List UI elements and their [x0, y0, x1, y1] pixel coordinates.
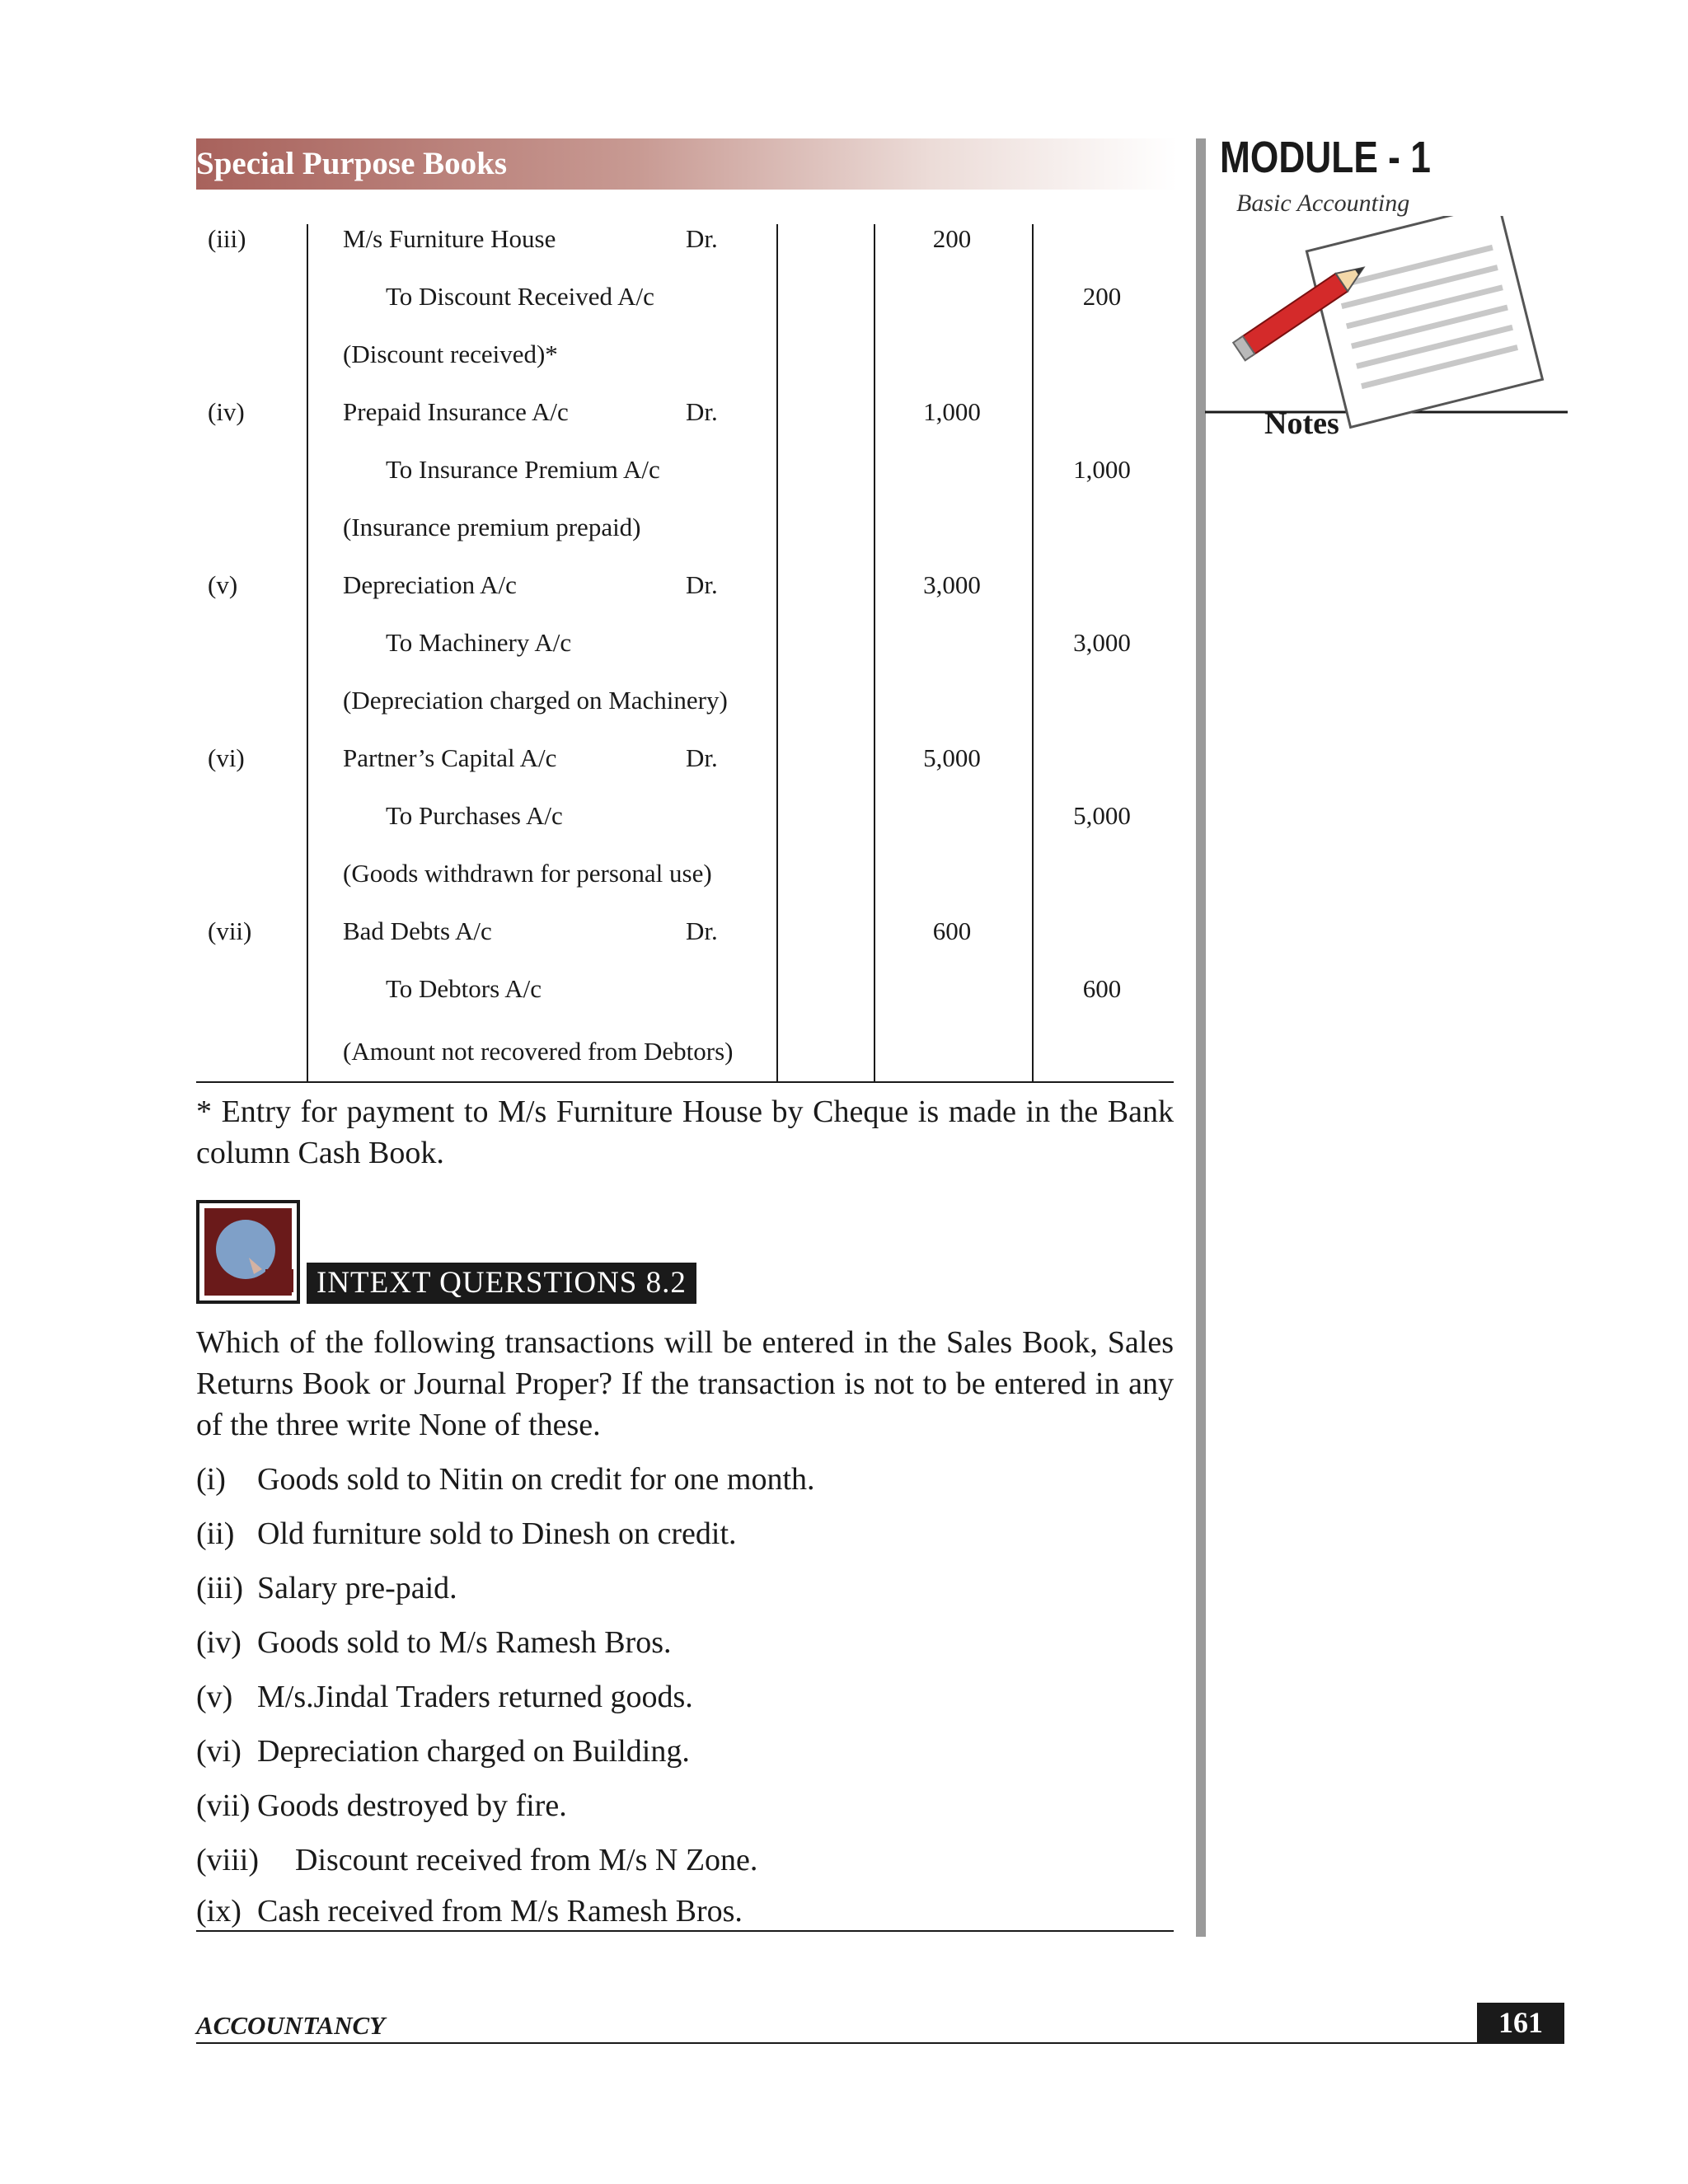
- item-text: M/s.Jindal Traders returned goods.: [257, 1680, 693, 1714]
- credit-amount: 600: [1082, 974, 1122, 1003]
- footnote: * Entry for payment to M/s Furniture House by Cheque is made in the Bank column Cash Book.: [196, 1094, 1174, 1170]
- entry-number: (vi): [208, 743, 245, 772]
- item-number: (iv): [196, 1625, 241, 1660]
- debit-account: Depreciation A/c: [343, 570, 517, 599]
- debit-account: Prepaid Insurance A/c: [343, 397, 569, 426]
- credit-account: To Purchases A/c: [386, 801, 563, 830]
- narration: (Discount received)*: [343, 340, 558, 368]
- table-column-rule: [776, 224, 778, 1081]
- module-subtitle: Basic Accounting: [1236, 190, 1410, 217]
- debit-amount: 1,000: [923, 397, 981, 426]
- list-item: [196, 1459, 815, 1500]
- credit-account: To Insurance Premium A/c: [386, 455, 660, 484]
- item-text: Goods sold to Nitin on credit for one month.: [257, 1462, 815, 1497]
- item-text: Discount received from M/s N Zone.: [295, 1843, 758, 1877]
- item-text: Old furniture sold to Dinesh on credit.: [257, 1516, 737, 1551]
- question-q-icon: [196, 1200, 300, 1304]
- credit-amount: 1,000: [1073, 455, 1131, 484]
- entry-number: (iv): [208, 397, 245, 426]
- item-number: (ii): [196, 1516, 235, 1551]
- item-number: (v): [196, 1680, 233, 1714]
- debit-amount: 200: [932, 224, 972, 253]
- narration: (Amount not recovered from Debtors): [343, 1037, 734, 1066]
- list-item: [196, 1622, 671, 1663]
- entry-number: (iii): [208, 224, 246, 253]
- item-text: Goods destroyed by fire.: [257, 1788, 567, 1823]
- dr-marker: Dr.: [686, 224, 718, 253]
- item-number: (vi): [196, 1734, 241, 1769]
- debit-account: M/s Furniture House: [343, 224, 556, 253]
- item-text: Cash received from M/s Ramesh Bros.: [257, 1894, 743, 1929]
- item-number: (vii): [196, 1788, 251, 1823]
- dr-marker: Dr.: [686, 916, 718, 945]
- list-item: [196, 1731, 690, 1772]
- list-item: [196, 1840, 757, 1881]
- dr-marker: Dr.: [686, 397, 718, 426]
- narration: (Depreciation charged on Machinery): [343, 686, 728, 715]
- entry-number: (vii): [208, 916, 252, 945]
- intext-questions-banner: INTEXT QUERSTIONS 8.2: [307, 1263, 696, 1304]
- debit-amount: 5,000: [923, 743, 981, 772]
- footer-subject-label: ACCOUNTANCY: [196, 2011, 386, 2040]
- page-number: 161: [1477, 2003, 1564, 2042]
- section-title: Special Purpose Books: [196, 146, 508, 181]
- item-text: Depreciation charged on Building.: [257, 1734, 690, 1769]
- item-text: Salary pre-paid.: [257, 1571, 457, 1605]
- credit-account: To Discount Received A/c: [386, 282, 654, 311]
- list-item: [196, 1785, 567, 1826]
- questions-bottom-rule: [196, 1930, 1174, 1932]
- list-item: [196, 1513, 737, 1554]
- narration: (Goods withdrawn for personal use): [343, 859, 712, 888]
- dr-marker: Dr.: [686, 570, 718, 599]
- item-number: (viii): [196, 1843, 259, 1877]
- item-text: Goods sold to M/s Ramesh Bros.: [257, 1625, 672, 1660]
- table-bottom-rule: [196, 1081, 1174, 1083]
- debit-account: Bad Debts A/c: [343, 916, 492, 945]
- notes-label: Notes: [1264, 406, 1339, 441]
- debit-amount: 3,000: [923, 570, 981, 599]
- credit-amount: 3,000: [1073, 628, 1131, 657]
- item-number: (ix): [196, 1894, 241, 1929]
- list-item: [196, 1568, 457, 1609]
- credit-account: To Machinery A/c: [386, 628, 572, 657]
- list-item: [196, 1676, 693, 1718]
- dr-marker: Dr.: [686, 743, 718, 772]
- credit-amount: 5,000: [1073, 801, 1131, 830]
- module-title: MODULE - 1: [1220, 133, 1431, 182]
- entry-number: (v): [208, 570, 238, 599]
- notes-pencil-icon: [1205, 216, 1568, 447]
- table-column-rule: [307, 224, 308, 1081]
- credit-account: To Debtors A/c: [386, 974, 542, 1003]
- narration: (Insurance premium prepaid): [343, 513, 641, 541]
- list-item: [196, 1891, 743, 1932]
- question-text: Which of the following transactions will be entered in the Sales Book, Sales Returns Book or Journal Proper? If the transaction is not to be entered in any of the three write None of these.: [196, 1325, 1174, 1442]
- credit-amount: 200: [1082, 282, 1122, 311]
- debit-amount: 600: [932, 916, 972, 945]
- item-number: (iii): [196, 1571, 243, 1605]
- item-number: (i): [196, 1462, 226, 1497]
- footer-rule: [196, 2042, 1564, 2044]
- debit-account: Partner’s Capital A/c: [343, 743, 557, 772]
- table-column-rule: [874, 224, 875, 1081]
